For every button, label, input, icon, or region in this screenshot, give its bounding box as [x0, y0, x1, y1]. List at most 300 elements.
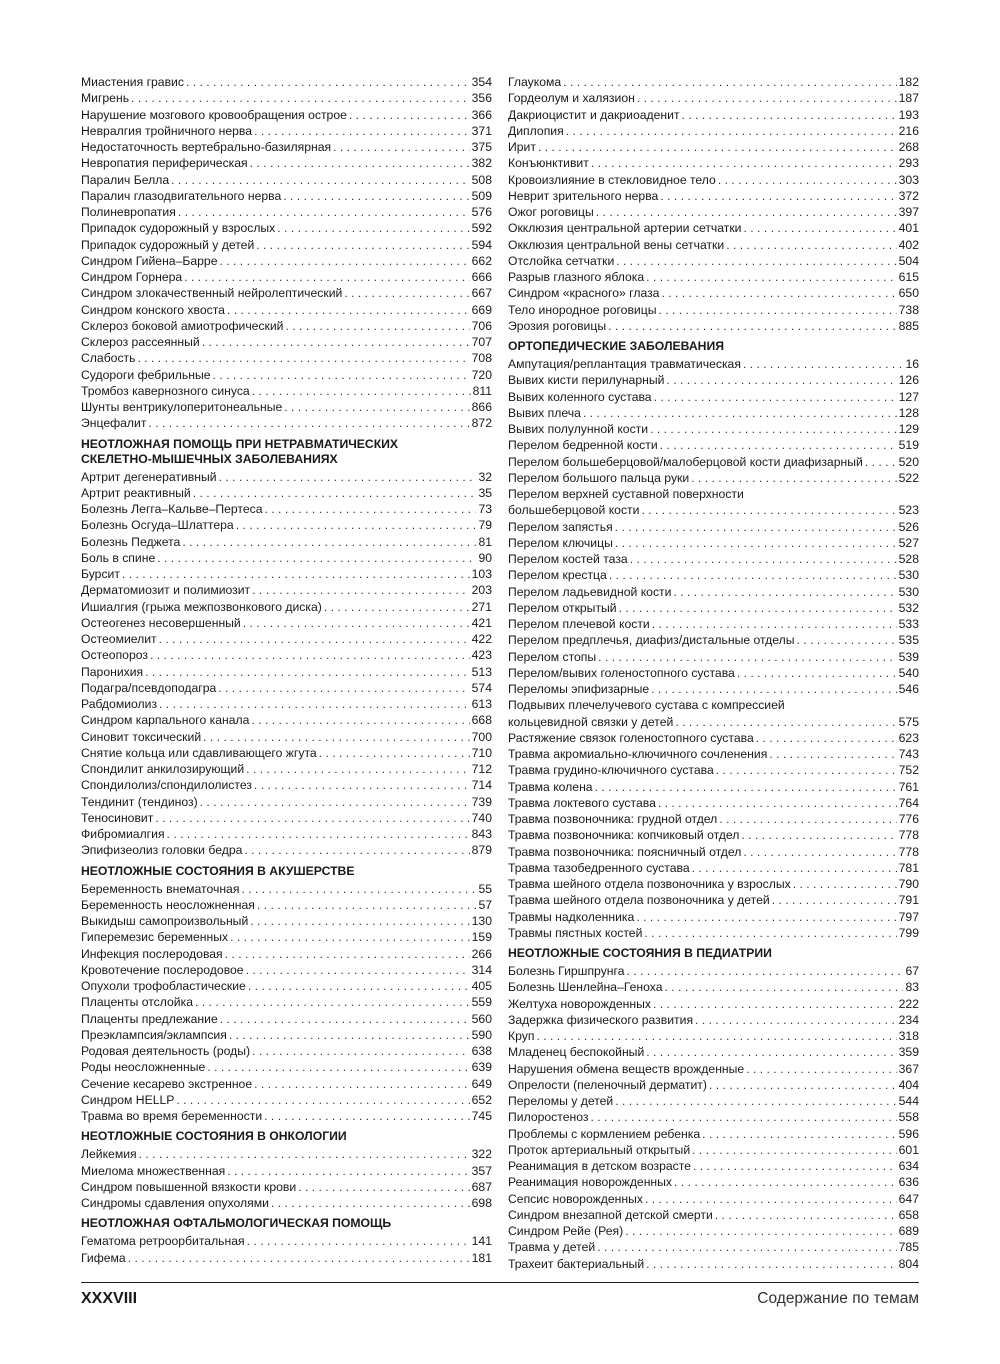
dot-leader	[630, 551, 897, 567]
toc-entry-title: Перелом ладьевидной кости	[508, 584, 672, 599]
toc-entry	[508, 996, 919, 1012]
dot-leader	[563, 74, 896, 90]
toc-entry-page: 234	[898, 1012, 919, 1027]
toc-entry-title: Полиневропатия	[81, 205, 176, 219]
toc-entry-title: Недостаточность вертебрально-базилярная	[81, 140, 332, 154]
section-heading-line: НЕОТЛОЖНЫЕ СОСТОЯНИЯ В ОНКОЛОГИИ	[81, 1129, 347, 1144]
toc-entry	[81, 777, 492, 793]
toc-entry-title: Остеогенез несовершенный	[81, 615, 241, 630]
toc-entry-page: 523	[898, 503, 919, 518]
toc-entry-title: Фибромиалгия	[81, 827, 165, 841]
toc-entry	[508, 204, 919, 220]
dot-leader	[660, 188, 896, 204]
toc-entry	[81, 680, 492, 696]
toc-entry-title: Ожог роговицы	[508, 205, 594, 219]
dot-leader	[744, 220, 897, 236]
footer-divider	[81, 1282, 919, 1283]
toc-entry-title: Спондилит анкилозирующий	[81, 762, 245, 776]
toc-entry-page: 544	[898, 1094, 919, 1108]
toc-entry	[508, 584, 919, 600]
toc-entry-title: Рабдомиолиз	[81, 697, 158, 711]
toc-entry-page: 592	[471, 221, 492, 236]
toc-entry-page: 268	[898, 140, 919, 154]
toc-entry-title: Окклюзия центральной вены сетчатки	[508, 237, 725, 252]
toc-entry-page: 658	[898, 1207, 919, 1222]
toc-entry	[508, 405, 919, 421]
toc-entry	[81, 994, 492, 1010]
toc-entry-page: 559	[471, 995, 492, 1010]
toc-entry-title: Плаценты предлежание	[81, 1011, 218, 1026]
dot-leader	[691, 470, 896, 486]
toc-entry-title: Перелом ключицы	[508, 535, 613, 550]
toc-entry-title: Окклюзия центральной артерии сетчатки	[508, 221, 742, 236]
dot-leader	[254, 123, 470, 139]
dot-leader	[243, 615, 470, 631]
toc-entry	[81, 534, 492, 550]
toc-entry	[81, 745, 492, 761]
toc-entry-title: Конъюнктивит	[508, 156, 589, 171]
toc-entry-title: Тендинит (тендиноз)	[81, 794, 198, 809]
toc-entry-page: 423	[471, 648, 492, 663]
toc-entry-title: Эпифизеолиз головки бедра	[81, 843, 243, 858]
toc-entry	[508, 302, 919, 318]
dot-leader	[709, 1077, 897, 1093]
toc-entry-page: 776	[898, 812, 919, 826]
toc-entry-title: Гордеолум и халязион	[508, 91, 635, 106]
toc-entry-page: 318	[898, 1029, 919, 1043]
dot-leader	[666, 372, 896, 388]
dot-leader	[693, 1158, 897, 1174]
dot-leader	[716, 762, 897, 778]
toc-entry-page: 743	[898, 747, 919, 761]
dot-leader	[583, 405, 897, 421]
toc-entry-title: Неврит зрительного нерва	[508, 188, 659, 203]
toc-entry-page: 596	[898, 1126, 919, 1141]
toc-entry-title: Травма у детей	[508, 1240, 596, 1255]
toc-entry	[508, 909, 919, 925]
dot-leader	[186, 74, 470, 90]
toc-entry-page: 667	[471, 286, 492, 301]
toc-entry-title: Теносиновит	[81, 810, 154, 825]
toc-entry	[508, 1142, 919, 1158]
toc-entry-title: Синдром Гийена–Барре	[81, 253, 218, 268]
toc-entry	[508, 730, 919, 746]
section-heading-line: НЕОТЛОЖНЫЕ СОСТОЯНИЯ В ПЕДИАТРИИ	[508, 946, 772, 960]
toc-entry	[508, 188, 919, 204]
toc-entry	[81, 318, 492, 334]
toc-entry-line: Подвывих плечелучевого сустава с компрессией	[508, 698, 785, 713]
dot-leader	[596, 204, 897, 220]
toc-entry-title: Бурсит	[81, 567, 120, 581]
dot-leader	[319, 745, 470, 761]
toc-entry	[81, 1108, 492, 1124]
toc-entry	[508, 844, 919, 860]
toc-entry-page: 57	[478, 897, 492, 912]
toc-entry-title: Преэклампсия/эклампсия	[81, 1027, 227, 1042]
toc-column-right	[508, 74, 919, 1272]
dot-leader	[256, 237, 469, 253]
toc-entry-page: 405	[471, 979, 492, 993]
toc-entry	[508, 963, 919, 979]
toc-entry-page: 16	[905, 357, 919, 371]
toc-entry	[81, 253, 492, 269]
dot-leader	[171, 172, 470, 188]
dot-leader	[157, 550, 476, 566]
toc-entry-page: 81	[478, 534, 492, 549]
dot-leader	[726, 237, 896, 253]
dot-leader	[646, 269, 897, 285]
toc-entry	[508, 372, 919, 388]
toc-entry-page: 590	[471, 1027, 492, 1042]
toc-entry-page: 714	[471, 778, 492, 793]
toc-entry-page: 639	[471, 1060, 492, 1075]
toc-entry	[81, 90, 492, 106]
dot-leader	[248, 978, 470, 994]
dot-leader	[650, 421, 897, 437]
toc-entry-title: Кровоизлияние в стекловидное тело	[508, 172, 716, 187]
toc-entry	[81, 696, 492, 712]
toc-entry-title: Нарушения обмена веществ врожденные	[508, 1061, 745, 1076]
toc-entry-title: Тело инородное роговицы	[508, 302, 657, 317]
toc-entry-title: Шунты вентрикулоперитонеальные	[81, 400, 283, 414]
toc-entry	[508, 172, 919, 188]
dot-leader	[246, 761, 469, 777]
toc-entry-page: 216	[898, 123, 919, 138]
toc-entry-page: 698	[471, 1196, 492, 1210]
dot-leader	[148, 415, 469, 431]
page-number: XXXVIII	[81, 1290, 138, 1307]
toc-entry-title: Склероз боковой амиотрофический	[81, 318, 284, 333]
dot-leader	[145, 664, 470, 680]
toc-entry	[508, 123, 919, 139]
dot-leader	[609, 567, 897, 583]
dot-leader	[769, 746, 896, 762]
toc-entry	[508, 220, 919, 236]
dot-leader	[207, 1059, 469, 1075]
toc-entry	[81, 1076, 492, 1092]
toc-entry-page: 371	[471, 123, 492, 138]
toc-entry	[508, 665, 919, 681]
toc-entry	[81, 285, 492, 301]
toc-entry	[81, 350, 492, 366]
toc-entry	[508, 1126, 919, 1142]
dot-leader	[298, 1179, 469, 1195]
dot-leader	[203, 729, 470, 745]
toc-entry	[508, 1061, 919, 1077]
toc-entry	[81, 220, 492, 236]
dot-leader	[227, 302, 470, 318]
toc-entry-title: Задержка физического развития	[508, 1012, 694, 1027]
toc-entry-page: 634	[898, 1159, 919, 1173]
toc-entry-page: 652	[471, 1092, 492, 1107]
toc-entry-title: Травмы пястных костей	[508, 925, 643, 940]
toc-entry	[508, 746, 919, 762]
toc-entry-title: Невралгия тройничного нерва	[81, 123, 253, 138]
dot-leader	[284, 399, 469, 415]
toc-entry-page: 90	[478, 550, 492, 565]
toc-entry-title: Миастения гравис	[81, 75, 184, 89]
toc-entry-page: 539	[898, 649, 919, 664]
toc-entry-page: 740	[471, 810, 492, 825]
toc-entry-title: Синдром «красного» глаза	[508, 286, 660, 301]
toc-entry-page: 745	[471, 1109, 492, 1123]
toc-entry-title: Нарушение мозгового кровообращения острое	[81, 107, 347, 122]
toc-entry-page: 601	[898, 1142, 919, 1157]
toc-entry-title: Боль в спине	[81, 550, 156, 565]
toc-entry-title: Болезнь Осгуда–Шлаттера	[81, 518, 234, 533]
section-heading	[81, 859, 492, 879]
toc-entry	[81, 204, 492, 220]
toc-entry-title: Ирит	[508, 140, 536, 154]
dot-leader	[644, 925, 896, 941]
toc-entry-title: Перелом костей таза	[508, 552, 628, 566]
dot-leader	[595, 779, 897, 795]
dot-leader	[658, 795, 897, 811]
dot-leader	[718, 172, 897, 188]
toc-entry-page: 187	[898, 91, 919, 106]
toc-entry-title: Реанимация в детском возрасте	[508, 1159, 691, 1173]
dot-leader	[674, 1174, 897, 1190]
toc-entry	[81, 469, 492, 485]
toc-entry-title: Склероз рассеянный	[81, 335, 200, 349]
toc-entry-page: 519	[898, 438, 919, 453]
toc-entry-title: Перелом большого пальца руки	[508, 470, 690, 485]
toc-entry	[508, 1239, 919, 1255]
toc-entry	[81, 383, 492, 399]
dot-leader	[598, 649, 896, 665]
toc-entry-title: Травма позвоночника: копчиковый отдел	[508, 828, 740, 843]
toc-entry-page: 843	[471, 827, 492, 841]
toc-entry	[81, 237, 492, 253]
toc-entry	[81, 1059, 492, 1075]
dot-leader	[692, 1142, 897, 1158]
toc-entry-page: 513	[471, 664, 492, 679]
section-heading-line: НЕОТЛОЖНЫЕ СОСТОЯНИЯ В АКУШЕРСТВЕ	[81, 863, 355, 878]
toc-entry-page: 804	[898, 1256, 919, 1271]
toc-entry	[81, 485, 492, 501]
toc-entry-title: Слабость	[81, 351, 136, 366]
dot-leader	[743, 844, 896, 860]
toc-entry-title: Роды неосложненные	[81, 1060, 206, 1075]
dot-leader	[213, 367, 470, 383]
dot-leader	[251, 712, 469, 728]
dot-leader	[218, 680, 469, 696]
toc-entry-title: Травма колена	[508, 779, 593, 794]
dot-leader	[646, 1044, 896, 1060]
toc-entry-page: 354	[471, 75, 492, 89]
dot-leader	[590, 1109, 896, 1125]
toc-entry-title: Дерматомиозит и полимиозит	[81, 583, 251, 598]
dot-leader	[155, 810, 469, 826]
toc-entry-page: 32	[478, 469, 492, 484]
toc-entry-title: Травма шейного отдела позвоночника у детей	[508, 893, 770, 908]
toc-entry-page: 558	[898, 1110, 919, 1125]
toc-entry-page: 764	[898, 795, 919, 810]
toc-entry	[508, 139, 919, 155]
dot-leader	[619, 600, 897, 616]
toc-entry	[508, 551, 919, 567]
toc-entry	[81, 1163, 492, 1179]
toc-entry-page: 708	[471, 351, 492, 366]
toc-entry-title: Синдром конского хвоста	[81, 302, 225, 317]
toc-entry	[508, 90, 919, 106]
dot-leader	[220, 1011, 470, 1027]
toc-entry-page: 401	[898, 221, 919, 236]
toc-entry-title: Младенец беспокойный	[508, 1045, 645, 1060]
toc-entry	[508, 762, 919, 778]
toc-entry-title: Синдром карпального канала	[81, 713, 250, 728]
dot-leader	[651, 681, 897, 697]
toc-entry-page: 623	[898, 730, 919, 745]
toc-entry-title: Артрит реактивный	[81, 485, 191, 500]
dot-leader	[241, 881, 476, 897]
toc-entry-page: 778	[898, 828, 919, 843]
dot-leader	[637, 90, 897, 106]
dot-leader	[538, 139, 897, 155]
dot-leader	[625, 1223, 896, 1239]
toc-entry	[508, 876, 919, 892]
toc-entry-title: Сепсис новорожденных	[508, 1191, 643, 1206]
dot-leader	[244, 842, 469, 858]
toc-entry-page: 130	[471, 914, 492, 928]
toc-entry	[81, 842, 492, 858]
toc-entry	[81, 269, 492, 285]
toc-entry	[508, 979, 919, 995]
section-heading	[81, 1124, 492, 1144]
dot-leader	[286, 318, 470, 334]
toc-entry-title: Разрыв глазного яблока	[508, 270, 645, 284]
toc-entry-title: Трахеит бактериальный	[508, 1256, 645, 1271]
dot-leader	[182, 534, 476, 550]
toc-entry-page: 73	[478, 502, 492, 516]
toc-entry-page: 811	[472, 383, 492, 398]
toc-entry-page: 546	[898, 682, 919, 696]
toc-entry-page: 790	[898, 877, 919, 891]
toc-entry-page: 662	[471, 253, 492, 268]
dot-leader	[737, 665, 897, 681]
toc-entry-title: Гифема	[81, 1250, 126, 1265]
toc-entry-title: Артрит дегенеративный	[81, 469, 217, 484]
toc-entry-page: 356	[471, 91, 492, 106]
toc-entry-title: Перелом стопы	[508, 649, 597, 664]
toc-entry-title: Паралич Белла	[81, 172, 170, 187]
toc-entry	[81, 664, 492, 680]
toc-entry	[81, 826, 492, 842]
toc-entry-page: 314	[471, 962, 492, 977]
toc-entry-page: 271	[471, 599, 492, 614]
toc-entry-page: 528	[898, 552, 919, 566]
toc-entry-title: Вывих кисти перилунарный	[508, 373, 665, 388]
toc-entry-page: 720	[471, 367, 492, 382]
dot-leader	[193, 485, 477, 501]
toc-entry-title: Травма позвоночника: грудной отдел	[508, 812, 718, 826]
dot-leader	[236, 517, 477, 533]
toc-entry-title: Остеомиелит	[81, 632, 157, 646]
toc-entry-title: Переломы у детей	[508, 1094, 614, 1108]
running-title: Содержание по темам	[757, 1290, 919, 1307]
toc-entry	[508, 285, 919, 301]
toc-entry-page: 778	[898, 844, 919, 859]
dot-leader	[139, 1146, 470, 1162]
dot-leader	[178, 204, 470, 220]
dot-leader	[608, 318, 897, 334]
toc-entry	[508, 811, 919, 827]
toc-entry-title: Травма локтевого сустава	[508, 795, 656, 810]
toc-entry	[81, 566, 492, 582]
toc-entry-page: 530	[898, 584, 919, 599]
toc-entry	[508, 269, 919, 285]
dot-leader	[636, 909, 896, 925]
dot-leader	[743, 356, 904, 372]
dot-leader	[349, 107, 470, 123]
toc-entry	[508, 1256, 919, 1272]
toc-entry-page: 738	[898, 302, 919, 317]
toc-entry-title: Синдром злокачественный нейролептический	[81, 286, 343, 301]
toc-entry-title: Перелом открытый	[508, 600, 617, 615]
toc-entry	[508, 437, 919, 453]
toc-entry-title: Болезнь Шенлейна–Геноха	[508, 980, 663, 995]
toc-entry	[81, 978, 492, 994]
dot-leader	[252, 1043, 470, 1059]
dot-leader	[265, 501, 477, 517]
dot-leader	[176, 1092, 469, 1108]
toc-entry-title: Реанимация новорожденных	[508, 1175, 673, 1190]
toc-entry-page: 382	[471, 156, 492, 171]
toc-entry-title: Снятие кольца или сдавливающего жгута	[81, 745, 317, 760]
toc-entry-page: 885	[898, 318, 919, 333]
toc-entry-page: 520	[898, 454, 919, 469]
dot-leader	[333, 139, 470, 155]
dot-leader	[536, 1028, 896, 1044]
toc-entry	[508, 632, 919, 648]
toc-entry-page: 879	[471, 843, 492, 858]
dot-leader	[230, 929, 470, 945]
dot-leader	[746, 1061, 896, 1077]
toc-entry-title: Опухоли трофобластические	[81, 979, 246, 993]
toc-entry	[81, 761, 492, 777]
toc-entry-page: 404	[898, 1077, 919, 1092]
toc-entry-page: 799	[898, 925, 919, 940]
toc-entry-page: 322	[471, 1147, 492, 1162]
toc-entry-page: 636	[898, 1175, 919, 1190]
toc-entry-page: 422	[471, 632, 492, 646]
toc-entry	[81, 794, 492, 810]
toc-entry-page: 181	[471, 1250, 492, 1265]
toc-entry-page: 689	[898, 1224, 919, 1238]
toc-entry	[508, 470, 919, 486]
toc-entry	[508, 1223, 919, 1239]
toc-entry	[508, 155, 919, 171]
toc-entry-title: Гиперемезис беременных	[81, 930, 229, 945]
toc-entry	[508, 389, 919, 405]
dot-leader	[654, 389, 897, 405]
dot-leader	[202, 334, 470, 350]
toc-entry	[81, 501, 492, 517]
toc-entry	[508, 567, 919, 583]
toc-entry-title: Желтуха новорожденных	[508, 996, 651, 1011]
dot-leader	[254, 1076, 470, 1092]
toc-entry	[81, 334, 492, 350]
toc-entry	[508, 600, 919, 616]
dot-leader	[167, 826, 470, 842]
toc-entry-page: 421	[471, 615, 492, 630]
toc-entry-page: 649	[471, 1076, 492, 1091]
toc-entry-title: Травма тазобедренного сустава	[508, 860, 690, 875]
toc-entry-page: 560	[471, 1011, 492, 1026]
dot-leader	[695, 1012, 897, 1028]
toc-entry	[81, 615, 492, 631]
toc-entry-title: Синдром HELLP	[81, 1092, 175, 1107]
